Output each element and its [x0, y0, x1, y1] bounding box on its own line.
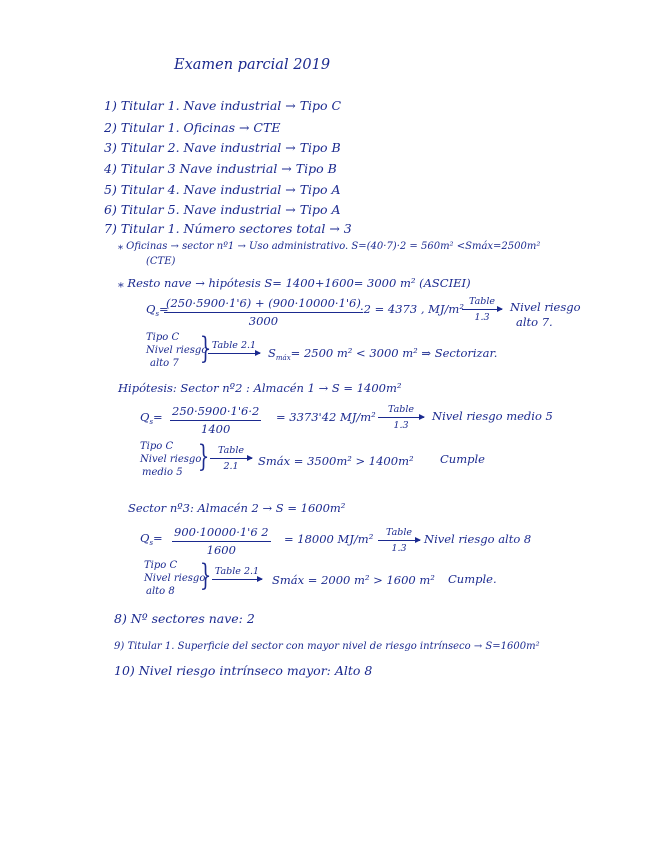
sector3-smax: Smáx = 2000 m² > 1600 m²: [272, 573, 435, 587]
sector3-tipo: Tipo C: [144, 560, 178, 571]
sector3-q-result: = 18000 MJ/m²: [284, 532, 374, 546]
sector3-q-numerator: 900·10000·1'6 2: [172, 527, 271, 542]
sector2-nivel: Nivel riesgo: [140, 454, 202, 465]
answer-item-3: 3) Titular 2. Nave industrial → Tipo B: [104, 140, 341, 155]
sector1-q-fraction: [164, 298, 363, 327]
sector2-smax-arrow: Table 2.1: [210, 446, 252, 471]
oficinas-line: ⁎ Oficinas → sector nº1 → Uso administrativo. S=(40·7)·2 = 560m² <Smáx=2500m²: [118, 241, 541, 252]
answer-item-7: 7) Titular 1. Número sectores total → 3: [104, 221, 352, 236]
answer-item-4: 4) Titular 3 Nave industrial → Tipo B: [104, 161, 337, 176]
sector2-q-label: $Q_s=$: [140, 410, 163, 426]
sector1-q-label: $Q_s=$: [146, 302, 169, 318]
sector2-q-denominator: 1400: [201, 421, 231, 436]
sector1-brace: }: [199, 331, 212, 366]
page-title: Examen parcial 2019: [174, 57, 331, 73]
answer-item-9: 9) Titular 1. Superficie del sector con mayor nivel de riesgo intrínseco → S=1600m²: [114, 641, 540, 652]
answer-item-5: 5) Titular 4. Nave industrial → Tipo A: [104, 182, 341, 197]
sector3-brace: }: [199, 558, 212, 593]
sector3-smax-arrow: Table 2.1: [212, 567, 262, 580]
sector3-q-fraction: [172, 527, 271, 556]
sector3-q-label: $Q_s=$: [140, 531, 163, 547]
sector2-medio: medio 5: [142, 467, 183, 478]
sector1-nivel: Nivel riesgo: [146, 345, 208, 356]
oficinas-cte: (CTE): [146, 256, 176, 267]
sector3-alto: alto 8: [146, 586, 175, 597]
sector1-q-numerator: (250·5900·1'6) + (900·10000·1'6): [164, 298, 363, 313]
sector2-q-result: = 3373'42 MJ/m²: [276, 410, 376, 424]
sector2-cumple: Cumple: [440, 452, 485, 466]
sector2-smax: Smáx = 3500m² > 1400m²: [258, 454, 414, 468]
sector1-table-arrow: Table 1.3: [462, 297, 502, 322]
sector2-q-fraction: [170, 406, 261, 435]
sector2-brace: }: [197, 439, 210, 474]
sector2-heading: Hipótesis: Sector nº2 : Almacén 1 → S = 1400m²: [118, 381, 402, 395]
sector2-table-arrow: Table 1.3: [378, 405, 424, 430]
resto-nave-line: ⁎ Resto nave → hipótesis S= 1400+1600= 3000 m² (ASCIEI): [118, 276, 471, 290]
sector3-heading: Sector nº3: Almacén 2 → S = 1600m²: [128, 501, 346, 515]
answer-item-8: 8) Nº sectores nave: 2: [114, 611, 255, 626]
sector1-q-result: ·2 = 4373 , MJ/m²: [360, 302, 464, 316]
sector2-q-numerator: 250·5900·1'6·2: [170, 406, 261, 421]
answer-item-10: 10) Nivel riesgo intrínseco mayor: Alto 8: [114, 663, 373, 678]
sector1-alto: alto 7: [150, 358, 179, 369]
sector3-q-denominator: 1600: [206, 542, 236, 557]
sector1-smax-arrow: Table 2.1: [208, 341, 260, 354]
sector2-risk-result: Nivel riesgo medio 5: [432, 409, 553, 423]
sector1-smax: $S_{máx}= 2500$ m² < 3000 m² ⇒ Sectorizar.: [268, 346, 498, 362]
sector3-risk-result: Nivel riesgo alto 8: [424, 532, 532, 546]
answer-item-2: 2) Titular 1. Oficinas → CTE: [104, 120, 281, 135]
sector2-tipo: Tipo C: [140, 441, 174, 452]
sector3-cumple: Cumple.: [448, 572, 497, 586]
answer-item-1: 1) Titular 1. Nave industrial → Tipo C: [104, 98, 342, 113]
sector3-table-arrow: Table 1.3: [378, 528, 420, 553]
sector1-q-denominator: 3000: [248, 313, 279, 328]
sector1-risk-result: Nivel riesgo: [510, 300, 581, 314]
answer-item-6: 6) Titular 5. Nave industrial → Tipo A: [104, 202, 341, 217]
sector1-risk-result-2: alto 7.: [516, 315, 553, 329]
sector1-tipo: Tipo C: [146, 332, 180, 343]
sector3-nivel: Nivel riesgo: [144, 573, 206, 584]
